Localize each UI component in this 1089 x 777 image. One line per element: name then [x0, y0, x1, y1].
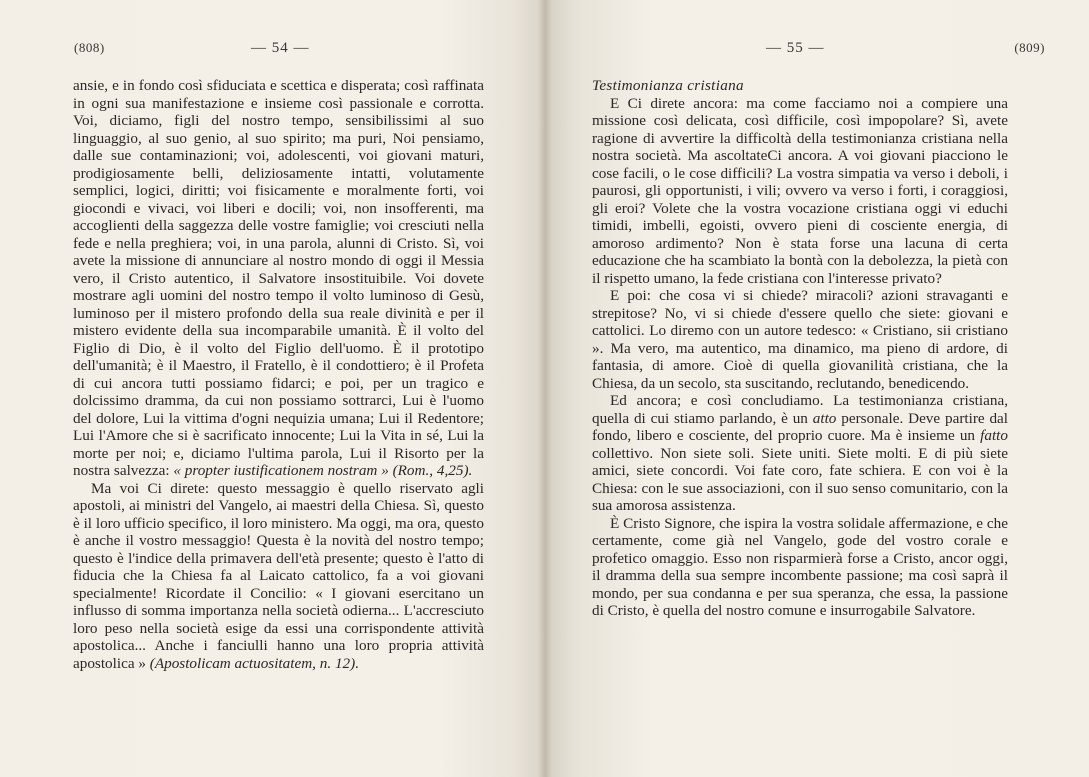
- citation: (Apostolicam actuositatem, n. 12).: [149, 654, 359, 672]
- paragraph: ansie, e in fondo così sfiduciata e scettica e disperata; così raffinata in ogni sua manifestazione e insieme così passionale e corrotta. Voi, diciamo, figli del nostro tempo, sensibilissimi al suo linguaggio, al suo genio, al suo spirito; ma puri, Noi pensiamo, dalle sue contaminazioni; voi, adolescenti, voi giovani maturi, prodigiosamente belli, deliziosamente intatti, volutamente semplici, logici, diritti; voi fisicamente e moralmente forti, voi giocondi e vivaci, voi liberi e docili; voi, non insofferenti, ma accoglienti della saggezza delle vostre famiglie; voi cresciuti nella fede e nella preghiera; voi, in una parola, alunni di Cristo. Sì, voi avete la missione di annunciare al nostro mondo di oggi il Messia vero, il Cristo autentico, il Salvatore insostituibile. Voi dovete mostrare agli uomini del nostro tempo il volto luminoso di Gesù, luminoso per il mistero profondo della sua reale divinità e per il mistero evidente della sua incomparabile umanità. È il volto del Figlio di Dio, è il volto del Figlio dell'uomo. È il prototipo dell'umanità; è il Maestro, il Fratello, è il condottiero; è il Profeta di cui ancora tutti possiamo fidarci; e poi, per un tragico e dolcissimo dramma, da cui non possiamo sottrarci, Lui è l'uomo del dolore, Lui la vittima d'ogni nequizia umana; Lui il Redentore; Lui l'Amore che si è sacrificato innocente; Lui la Vita in sé, Lui la morte per noi; e, diciamo l'ultima parola, Lui il Risorto per la nostra salvezza: « propter iustificationem nostram » (Rom., 4,25).: [73, 77, 484, 479]
- left-body-text: [73, 77, 484, 672]
- paragraph: E poi: che cosa vi si chiede? miracoli? azioni stravaganti e strepitose? No, vi si chiede d'essere quello che siete: giovani e cattolici. Lo diremo con un autore tedesco: « Cristiano, sii cristiano ». Ma vero, ma autentico, ma dinamico, ma pieno di ardore, di fantasia, di amore. Cioè di quella giovanilità cristiana, che la Chiesa, da un secolo, sta suscitando, reclutando, benedicendo.: [592, 287, 1008, 392]
- italic-word: atto: [812, 409, 837, 427]
- paragraph: Ed ancora; e così concludiamo. La testimonianza cristiana, quella di cui stiamo parlando, è un atto personale. Deve partire dal fondo, libero e cosciente, del proprio cuore. Ma è insieme un fatto collettivo. Non siete soli. Siete uniti. Siete molti. E di più siete amici, siete concordi. Voi fate coro, fate schiera. E con voi è la Chiesa: con le sue associazioni, con il suo senso comunitario, con la sua amorosa assistenza.: [592, 392, 1009, 514]
- citation: (Rom., 4,25).: [392, 462, 473, 479]
- paragraph: Ma voi Ci direte: questo messaggio è quello riservato agli apostoli, ai ministri del Vangelo, ai maestri della Chiesa. Sì, questo è il loro ufficio specifico, il loro ministero. Ma oggi, ma ora, questo è anche il vostro messaggio! Questa è la novità del nostro tempo; questo è l'indice della primavera dell'età presente; questo è l'atto di fiducia che la Chiesa fa al Laicato cattolico, fa a voi giovani specialmente! Ricordate il Concilio: « I giovani esercitano un influsso di somma importanza nella società odierna... L'accresciuto loro peso nella società esige da essi una corrispondente attività apostolica... Anche i fanciulli hanno una loro propria attività apostolica » (Apostolicam actuositatem, n. 12).: [73, 479, 484, 672]
- paragraph: È Cristo Signore, che ispira la vostra solidale affermazione, e che certamente, come già nel Vangelo, gode del vostro corale e profetico omaggio. Esso non risparmierà forse a Cristo, ancor oggi, il dramma della sua sempre incombente passione; ma così saprà il mondo, per sua condanna e per sua speranza, che essa, la passione di Cristo, è quella del nostro comune e insurrogabile Salvatore.: [592, 514, 1008, 619]
- right-folio: (809): [1014, 40, 1045, 55]
- right-page: [545, 0, 1089, 777]
- section-title: Testimonianza cristiana: [592, 77, 744, 94]
- italic-word: fatto: [980, 427, 1008, 444]
- right-page-number: — 55 —: [766, 40, 825, 56]
- right-body-text: [592, 77, 1008, 620]
- left-folio: (808): [74, 40, 105, 55]
- latin-quote: « propter iustificationem nostram »: [173, 462, 389, 479]
- paragraph: E Ci direte ancora: ma come facciamo noi a compiere una missione così delicata, così difficile, così impopolare? Sì, avete ragione di avvertire la difficoltà della testimonianza cristiana nella nostra società. Ma ascoltateCi ancora. A voi giovani piacciono le cose facili, o le cose difficili? La vostra simpatia va verso i deboli, i paurosi, gli opportunisti, i vili; ovvero va verso i forti, i coraggiosi, gli eroi? Volete che la vostra vocazione cristiana oggi vi educhi timidi, imbelli, egoisti, ovvero pieni di cosciente energia, di amoroso ardimento? Non è stata forse una lacuna di certa educazione che ha scambiato la bontà con la debolezza, la pietà con il rispetto umano, la fede cristiana con l'interesse privato?: [592, 94, 1008, 287]
- left-page-number: — 54 —: [251, 40, 310, 56]
- book-gutter: [538, 0, 552, 777]
